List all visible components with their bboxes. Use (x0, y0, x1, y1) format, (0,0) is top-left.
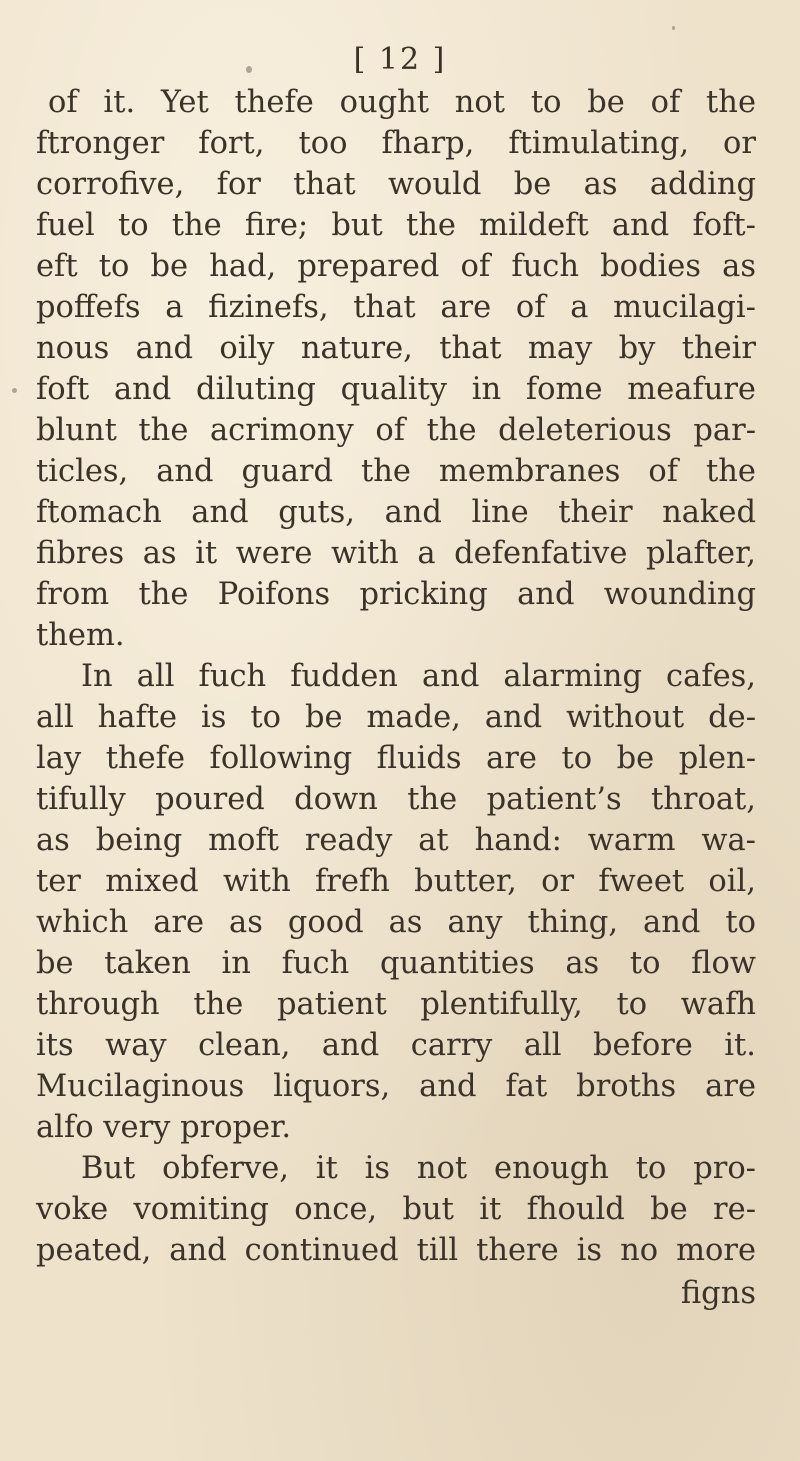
page-number: [ 12 ] (353, 42, 447, 77)
ink-speck (12, 388, 17, 393)
text-line: lay thefe following fluids are to be plen- (36, 741, 756, 776)
text-line: as being moft ready at hand: warm wa- (36, 823, 756, 858)
text-line: ftomach and guts, and line their naked (36, 495, 756, 530)
text-line: ticles, and guard the membranes of the (36, 454, 756, 489)
text-line: peated, and continued till there is no more (36, 1233, 756, 1268)
text-line: of it. Yet thefe ought not to be of the (48, 85, 756, 120)
text-line: all hafte is to be made, and without de- (36, 700, 756, 735)
text-line: voke vomiting once, but it fhould be re- (36, 1192, 756, 1227)
text-line: be taken in fuch quantities as to flow (36, 946, 756, 981)
text-line: from the Poifons pricking and wounding (36, 577, 756, 612)
text-line: blunt the acrimony of the deleterious par- (36, 413, 756, 448)
text-line: In all fuch fudden and alarming cafes, (81, 659, 756, 694)
ink-speck (672, 26, 675, 30)
body-text (36, 82, 756, 1271)
text-line: fibres as it were with a defenfative plafter, (36, 536, 756, 571)
text-line: poffefs a fizinefs, that are of a mucilagi- (36, 290, 756, 325)
text-line: alfo very proper. (36, 1110, 292, 1145)
text-line: ftronger fort, too fharp, ftimulating, or (36, 126, 756, 161)
text-line: nous and oily nature, that may by their (36, 331, 756, 366)
text-line: tifully poured down the patient’s throat, (36, 782, 756, 817)
text-line: which are as good as any thing, and to (36, 905, 756, 940)
text-line: through the patient plentifully, to wafh (36, 987, 756, 1022)
text-line: ter mixed with frefh butter, or fweet oil, (36, 864, 756, 899)
catchword: figns (680, 1276, 756, 1311)
text-line: fuel to the fire; but the mildeft and foft- (36, 208, 756, 243)
text-line: them. (36, 618, 125, 653)
text-line: eft to be had, prepared of fuch bodies as (36, 249, 756, 284)
text-line: Mucilaginous liquors, and fat broths are (36, 1069, 756, 1104)
text-line: foft and diluting quality in fome meafure (36, 372, 756, 407)
text-line: corrofive, for that would be as adding (36, 167, 756, 202)
text-line: its way clean, and carry all before it. (36, 1028, 756, 1063)
text-line: But obferve, it is not enough to pro- (81, 1151, 756, 1186)
